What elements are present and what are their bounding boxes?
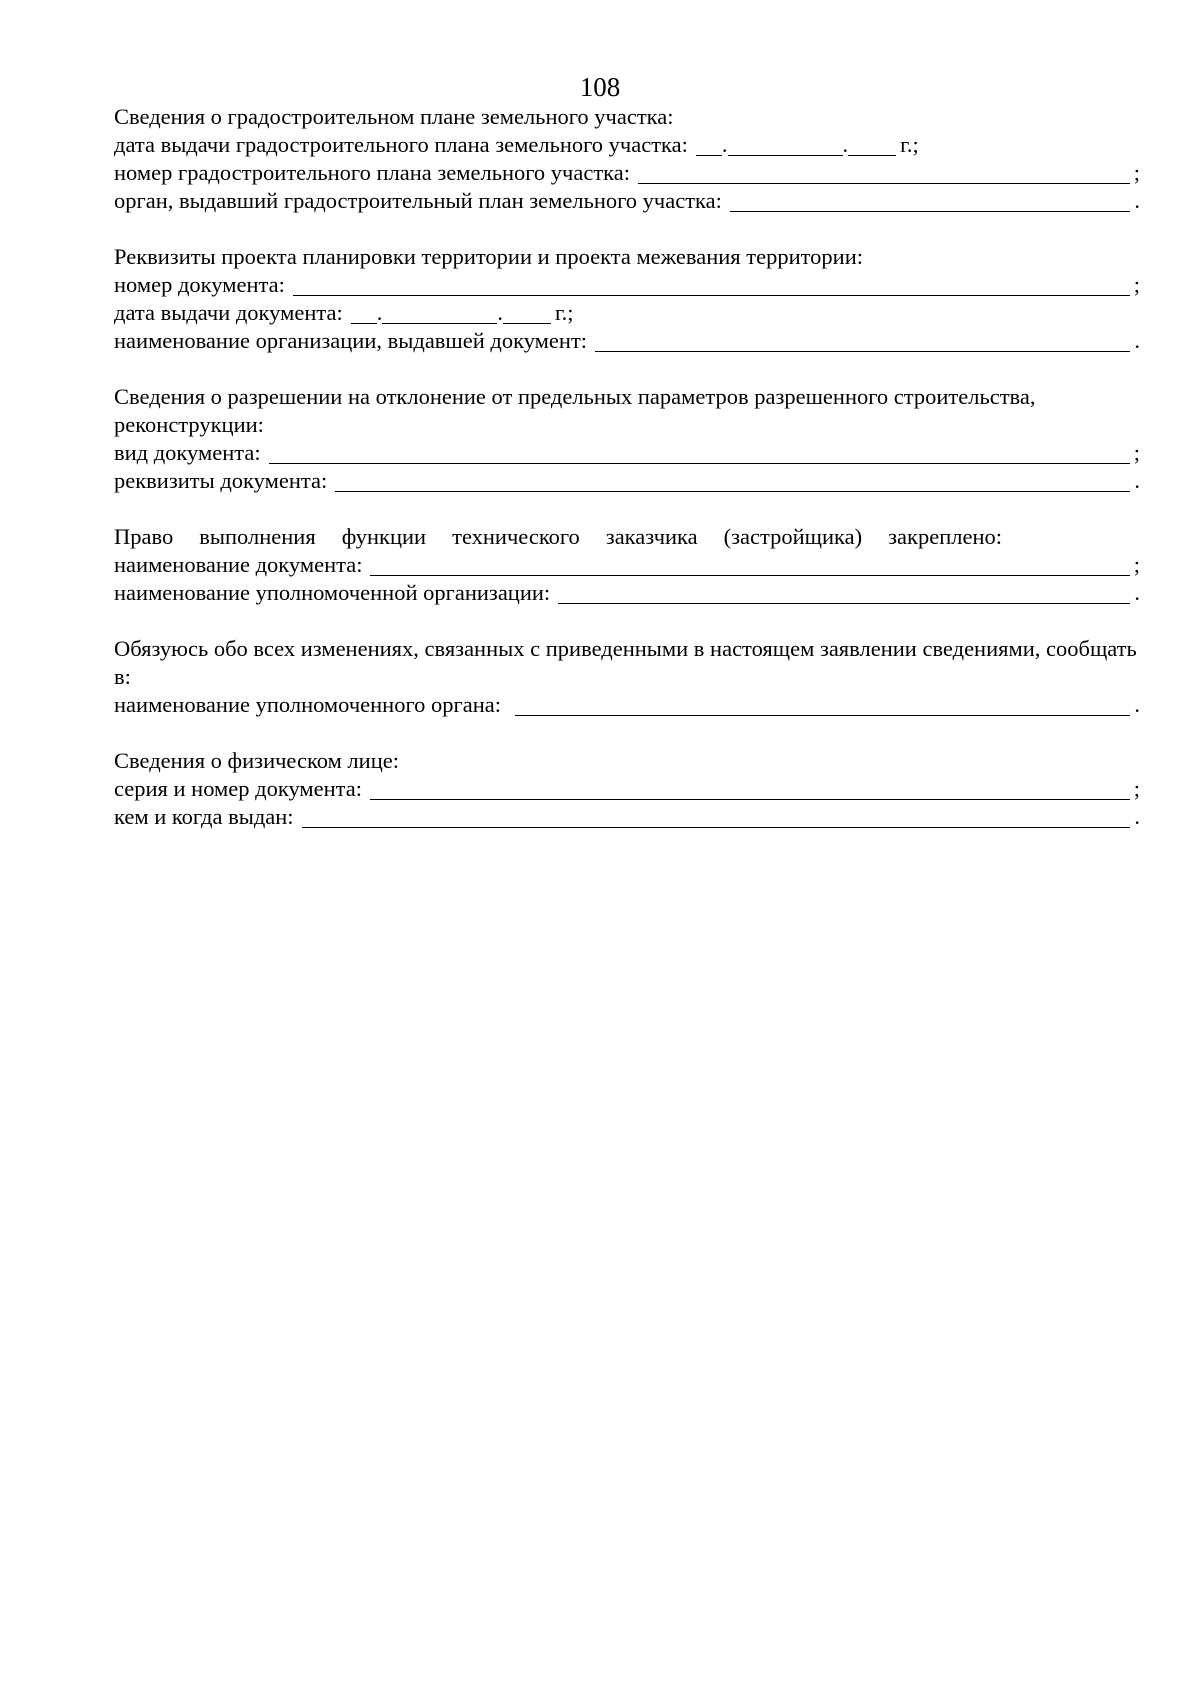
deviation-type-field[interactable] [269,442,1130,464]
person-series-field[interactable] [370,778,1130,800]
gpzu-issuer-label: орган, выдавший градостроительный план земельного участка: [114,188,722,213]
person-issued-field[interactable] [302,806,1130,828]
page-number: 108 [579,72,621,102]
person-series-label: серия и номер документа: [114,776,363,801]
year-blank[interactable] [503,302,551,324]
year-suffix: г.; [900,132,919,157]
date-separator: . [721,132,728,157]
heading-text: Сведения о разрешении на отклонение от предельных параметров разрешенного строительства, реконструкции: [114,384,1036,437]
customer-org-field[interactable] [558,582,1130,604]
ppt-number-row [114,271,1140,299]
ppt-date-field[interactable] [351,299,574,327]
customer-doc-row [114,551,1140,579]
ppt-date-row [114,299,1140,327]
section-ppt [114,243,1140,355]
obligation-body-row [114,691,1140,719]
month-blank[interactable] [382,302,497,324]
ppt-org-label: наименование организации, выдавшей документ: [114,328,588,353]
line-end-mark: ; [1133,440,1140,465]
customer-doc-label: наименование документа: [114,552,363,577]
heading-text: Право выполнения функции технического заказчика (застройщика) закреплено: [114,524,1002,549]
ppt-org-row [114,327,1140,355]
person-issued-label: кем и когда выдан: [114,804,294,829]
date-separator: . [376,300,383,325]
line-end-mark: ; [1133,272,1140,297]
date-separator: . [497,300,503,325]
gpzu-issuer-field[interactable] [730,190,1130,212]
line-end-mark: ; [1133,552,1140,577]
gpzu-date-row [114,131,1140,159]
heading-text: Сведения о физическом лице: [114,748,399,773]
document-body [114,103,1140,859]
section-person [114,747,1140,831]
gpzu-date-field[interactable] [696,131,919,159]
section-heading [114,383,1140,439]
line-end-mark: ; [1133,776,1140,801]
day-blank[interactable] [696,134,722,156]
deviation-type-label: вид документа: [114,440,261,465]
ppt-number-label: номер документа: [114,272,285,297]
obligation-body-label: наименование уполномоченного органа: [114,692,502,717]
ppt-org-field[interactable] [595,330,1130,352]
customer-doc-field[interactable] [370,554,1130,576]
line-end-mark: . [1134,804,1140,829]
customer-org-label: наименование уполномоченной организации: [114,580,551,605]
deviation-type-row [114,439,1140,467]
customer-org-row [114,579,1140,607]
deviation-details-field[interactable] [335,470,1130,492]
ppt-number-field[interactable] [293,274,1130,296]
section-heading [114,635,1140,691]
line-end-mark: . [1134,188,1140,213]
section-customer [114,523,1140,607]
month-blank[interactable] [728,134,843,156]
year-blank[interactable] [848,134,896,156]
person-series-row [114,775,1140,803]
day-blank[interactable] [351,302,377,324]
person-issued-row [114,803,1140,831]
section-heading [114,103,1140,131]
ppt-date-label: дата выдачи документа: [114,300,343,325]
deviation-details-row [114,467,1140,495]
date-separator: . [842,132,849,157]
section-heading [114,523,1140,551]
line-end-mark: . [1134,328,1140,353]
year-suffix: г.; [554,300,574,325]
gpzu-number-row [114,159,1140,187]
gpzu-number-field[interactable] [638,162,1130,184]
section-obligation [114,635,1140,719]
section-heading [114,747,1140,775]
heading-text: Обязуюсь обо всех изменениях, связанных с приведенными в настоящем заявлении сведениями, сообщать в: [114,636,1137,689]
line-end-mark: ; [1133,160,1140,185]
deviation-details-label: реквизиты документа: [114,468,328,493]
obligation-body-field[interactable] [515,694,1130,716]
line-end-mark: . [1134,468,1140,493]
section-deviation [114,383,1140,495]
gpzu-issuer-row [114,187,1140,215]
line-end-mark: . [1134,580,1140,605]
heading-text: Сведения о градостроительном плане земельного участка: [114,104,674,129]
section-heading [114,243,1140,271]
gpzu-date-label: дата выдачи градостроительного плана земельного участка: [114,132,688,157]
gpzu-number-label: номер градостроительного плана земельного участка: [114,160,630,185]
heading-text: Реквизиты проекта планировки территории и проекта межевания территории: [114,244,864,269]
section-gpzu [114,103,1140,215]
line-end-mark: . [1134,692,1140,717]
